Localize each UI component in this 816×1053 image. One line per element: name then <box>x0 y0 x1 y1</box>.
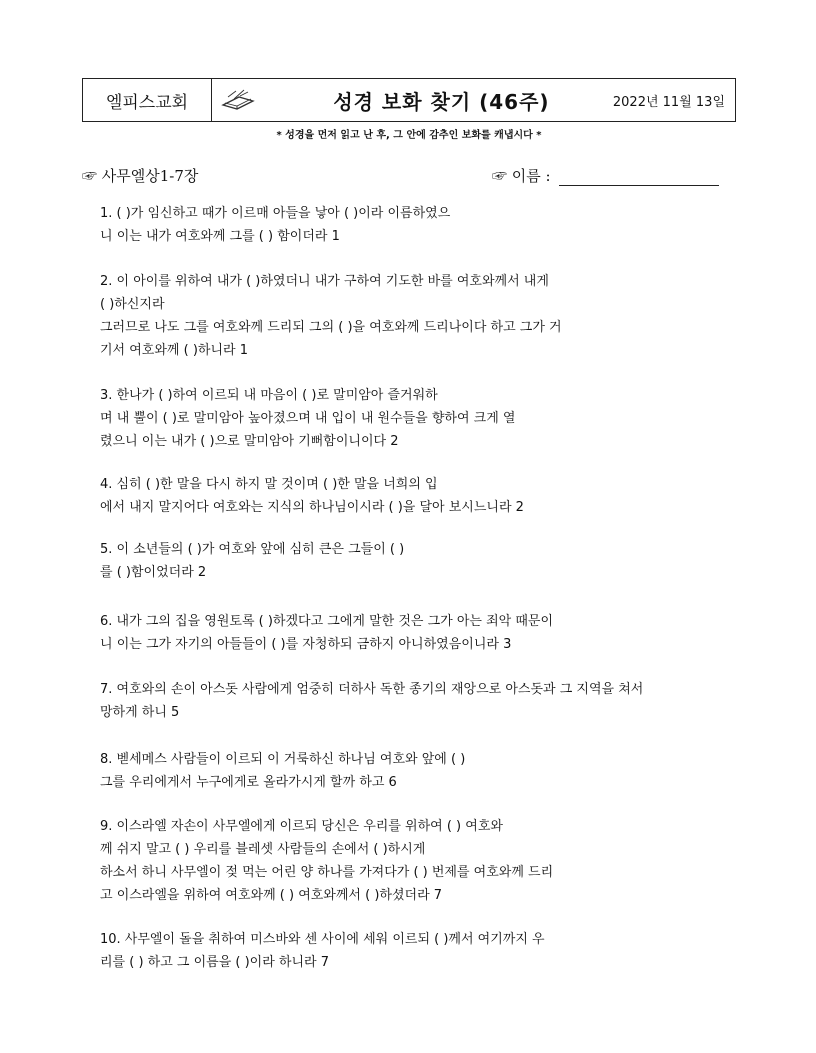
question-line: 하소서 하니 사무엘이 젖 먹는 어린 양 하나를 가져다가 ( ) 번제를 여호와께 드리 <box>100 865 554 880</box>
question-line: 10. 사무엘이 돌을 취하여 미스바와 센 사이에 세워 이르되 ( )께서 여기까지 우 <box>100 932 545 947</box>
name-input[interactable] <box>559 168 719 186</box>
question-line: 며 내 뿔이 ( )로 말미암아 높아졌으며 내 입이 내 원수들을 향하여 크게 열 <box>100 411 516 426</box>
question-line: ( )하신지라 <box>100 297 165 312</box>
question-4 <box>100 473 730 519</box>
question-line: 1. ( )가 임신하고 때가 이르매 아들을 낳아 ( )이라 이름하였으 <box>100 206 451 221</box>
question-line: 2. 이 아이를 위하여 내가 ( )하였더니 내가 구하여 기도한 바를 여호와께서 내게 <box>100 274 549 289</box>
question-line: 7. 여호와의 손이 아스돗 사람에게 엄중히 더하사 독한 종기의 재앙으로 아스돗과 그 지역을 쳐서 <box>100 682 644 697</box>
date-label: 2022년 11월 13일 <box>612 94 725 110</box>
question-line: 기서 여호와께 ( )하니라 1 <box>100 343 248 358</box>
question-line: 리를 ( ) 하고 그 이름을 ( )이라 하니라 7 <box>100 955 330 970</box>
chapter-row <box>82 165 736 187</box>
church-name: 엘피스교회 <box>83 79 212 121</box>
question-line: 6. 내가 그의 집을 영원토록 ( )하겠다고 그에게 말한 것은 그가 아는 죄악 때문이 <box>100 614 554 629</box>
question-5 <box>100 538 730 584</box>
question-2 <box>100 270 730 362</box>
name-field <box>492 165 719 186</box>
page-title: 성경 보화 찾기 (46주) <box>333 89 550 114</box>
question-8 <box>100 748 730 794</box>
question-1 <box>100 202 730 248</box>
question-line: 고 이스라엘을 위하여 여호와께 ( ) 여호와께서 ( )하셨더라 7 <box>100 888 443 903</box>
name-label: ☞ 이름 : <box>492 167 551 185</box>
question-line: 8. 벧세메스 사람들이 이르되 이 거룩하신 하나님 여호와 앞에 ( ) <box>100 752 466 767</box>
question-10 <box>100 928 730 974</box>
open-book-icon <box>220 87 260 113</box>
question-3 <box>100 384 730 453</box>
worksheet-header <box>82 78 736 122</box>
chapter-label: ☞ 사무엘상1-7장 <box>82 167 199 185</box>
question-line: 9. 이스라엘 자손이 사무엘에게 이르되 당신은 우리를 위하여 ( ) 여호와 <box>100 819 503 834</box>
question-line: 께 쉬지 말고 ( ) 우리를 블레셋 사람들의 손에서 ( )하시게 <box>100 842 426 857</box>
instruction-text: * 성경을 먼저 읽고 난 후, 그 안에 감추인 보화를 캐냅시다 * <box>276 130 542 141</box>
question-line: 를 ( )함이었더라 2 <box>100 565 207 580</box>
question-line: 3. 한나가 ( )하여 이르되 내 마음이 ( )로 말미암아 즐거워하 <box>100 388 438 403</box>
question-line: 니 이는 내가 여호와께 그를 ( ) 함이더라 1 <box>100 229 340 244</box>
question-line: 에서 내지 말지어다 여호와는 지식의 하나님이시라 ( )을 달아 보시느니라 2 <box>100 500 524 515</box>
question-9 <box>100 815 730 907</box>
question-line: 그를 우리에게서 누구에게로 올라가시게 할까 하고 6 <box>100 775 397 790</box>
question-line: 렸으니 이는 내가 ( )으로 말미암아 기뻐함이니이다 2 <box>100 434 399 449</box>
question-7 <box>100 678 730 724</box>
question-line: 5. 이 소년들의 ( )가 여호와 앞에 심히 큰은 그들이 ( ) <box>100 542 405 557</box>
title-cell <box>212 79 735 121</box>
question-line: 망하게 하니 5 <box>100 705 180 720</box>
question-6 <box>100 610 730 656</box>
question-line: 니 이는 그가 자기의 아들들이 ( )를 자청하되 금하지 아니하였음이니라 3 <box>100 637 512 652</box>
question-line: 4. 심히 ( )한 말을 다시 하지 말 것이며 ( )한 말을 너희의 입 <box>100 477 438 492</box>
question-line: 그러므로 나도 그를 여호와께 드리되 그의 ( )을 여호와께 드리나이다 하고 그가 거 <box>100 320 562 335</box>
